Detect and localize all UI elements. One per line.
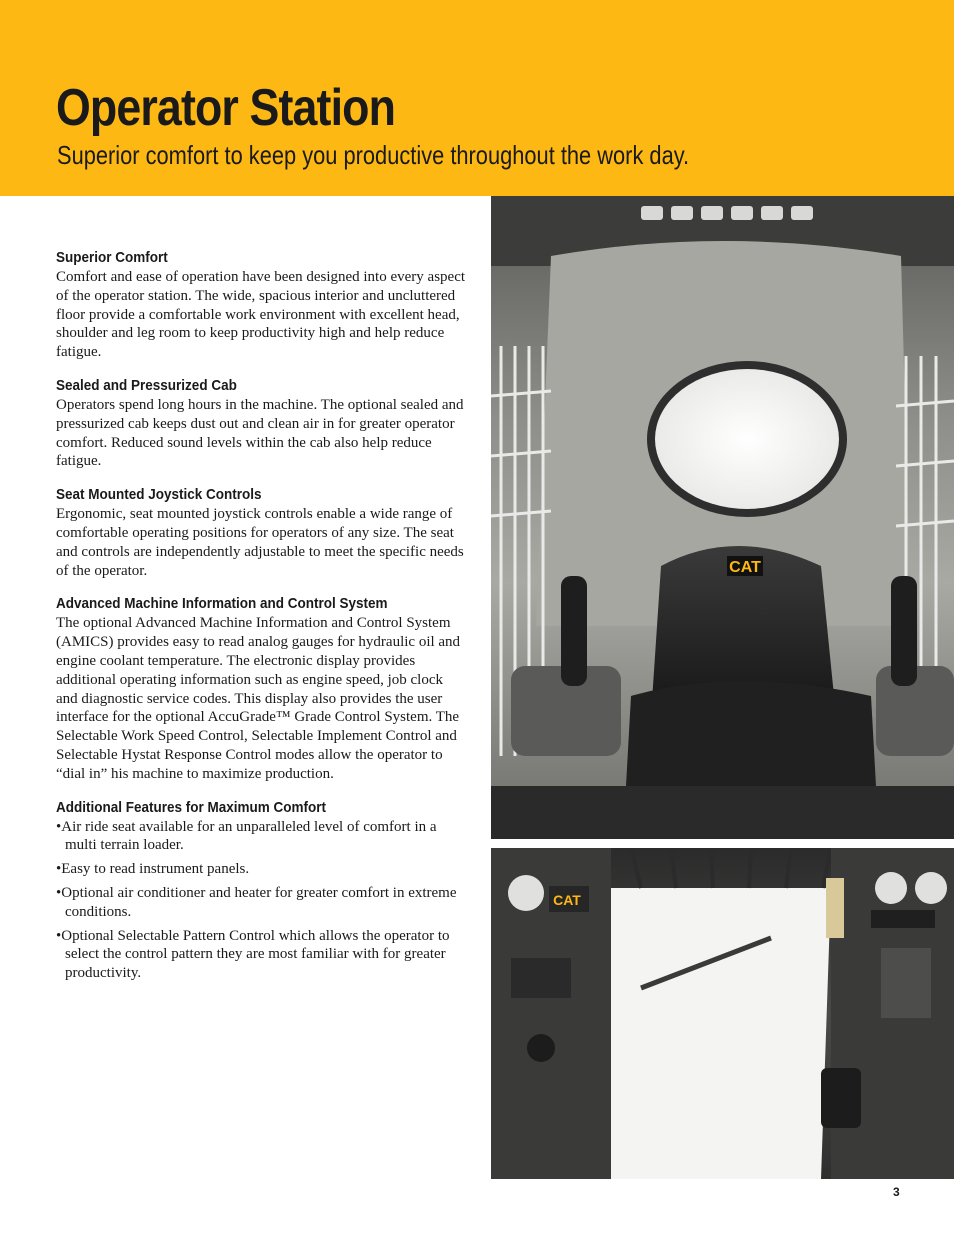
feature-list <box>56 818 466 983</box>
section-amics <box>56 594 466 783</box>
section-joystick-controls <box>56 485 466 580</box>
page-subtitle: Superior comfort to keep you productive throughout the work day. <box>57 140 690 170</box>
section-heading: Additional Features for Maximum Comfort <box>56 798 327 816</box>
section-heading: Sealed and Pressurized Cab <box>56 376 237 394</box>
section-body: Ergonomic, seat mounted joystick controls enable a wide range of comfortable operating positions for operators of any size. The seat and controls are independently adjustable to meet the specific needs of the operator. <box>56 506 464 579</box>
cab-panel-photo <box>491 848 954 1179</box>
section-heading: Superior Comfort <box>56 249 168 266</box>
section-heading: Seat Mounted Joystick Controls <box>56 486 262 504</box>
page-number: 3 <box>893 1185 900 1199</box>
text-column <box>56 248 466 997</box>
header-band <box>0 0 954 196</box>
section-body: Operators spend long hours in the machine. The optional sealed and pressurized cab keeps dust out and clean air in for greater operator comfort. Reduced sound levels within the cab also help reduce fatigue. <box>56 396 464 470</box>
seat-logo-text: CAT <box>729 559 761 576</box>
panel-logo-text: CAT <box>553 892 581 908</box>
section-additional-features <box>56 798 466 983</box>
list-item: • Easy to read instrument panels. <box>56 860 466 879</box>
section-body: The optional Advanced Machine Information and Control System (AMICS) provides easy to read analog gauges for hydraulic oil and engine coolant temperature. The electronic display provides additional operating information such as engine speed, job clock and diagnostic service codes. This display also provides the user interface for the optional AccuGrade™ Grade Control System. The Selectable Work Speed Control, Selectable Implement Control and Selectable Hystat Response Control modes allow the operator to “dial in” his machine to maximize production. <box>56 615 461 782</box>
list-item: • Optional Selectable Pattern Control which allows the operator to select the control pattern they are most familiar with for greater productivity. <box>56 927 466 983</box>
section-body: Comfort and ease of operation have been designed into every aspect of the operator station. The wide, spacious interior and uncluttered floor provide a comfortable work environment with excellent head, shoulder and leg room to keep productivity high and help reduce fatigue. <box>56 269 466 361</box>
cab-interior-illustration <box>491 196 954 839</box>
section-sealed-cab <box>56 376 466 471</box>
list-item: • Air ride seat available for an unparalleled level of comfort in a multi terrain loader. <box>56 818 466 856</box>
cab-panel-illustration <box>491 848 954 1179</box>
list-item: • Optional air conditioner and heater for greater comfort in extreme conditions. <box>56 884 466 922</box>
cab-interior-photo <box>491 196 954 839</box>
page-title: Operator Station <box>56 79 396 137</box>
section-heading: Advanced Machine Information and Control System <box>56 595 388 613</box>
section-superior-comfort <box>56 248 466 362</box>
